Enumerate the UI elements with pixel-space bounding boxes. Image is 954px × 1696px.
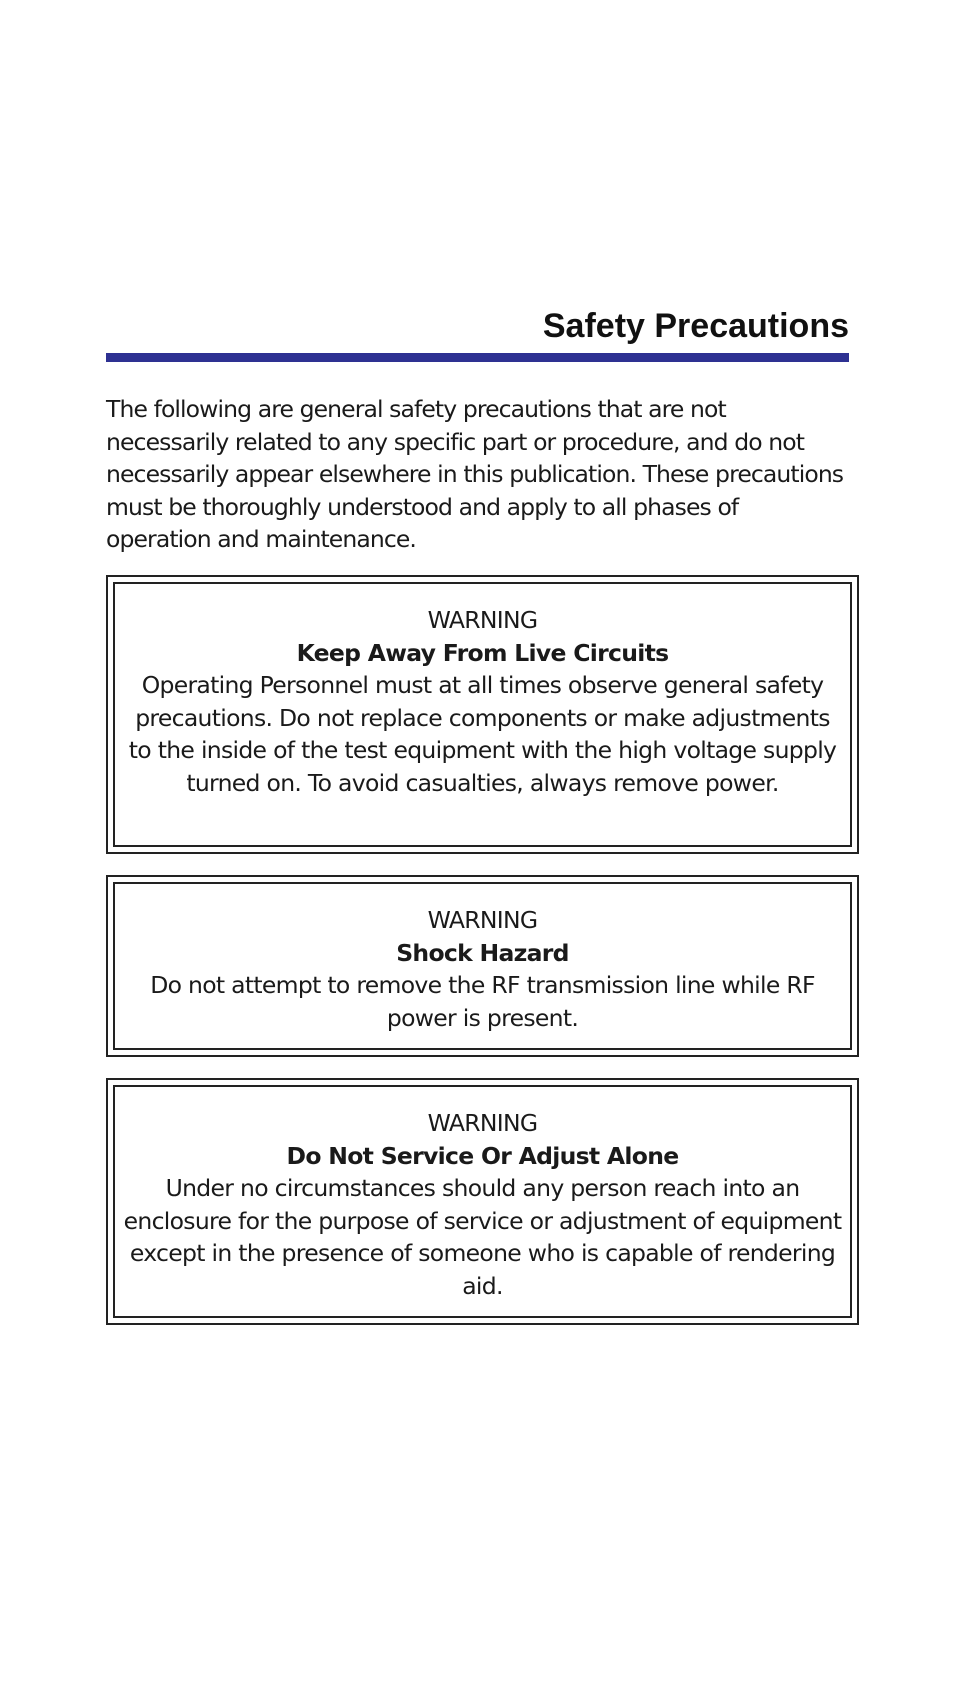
warning-box-shock-hazard bbox=[106, 875, 859, 1057]
warning-label: WARNING bbox=[427, 1109, 538, 1137]
warning-label: WARNING bbox=[427, 906, 538, 934]
title-rule bbox=[106, 353, 849, 362]
warning-body: Under no circumstances should any person reach into an enclosure for the purpose of service or adjustment of equipment except in the presence of someone who is capable of rendering aid. bbox=[123, 1174, 842, 1300]
warning-box-inner bbox=[113, 1085, 852, 1318]
warning-heading: Keep Away From Live Circuits bbox=[296, 638, 669, 667]
warning-heading: Shock Hazard bbox=[396, 938, 569, 967]
warning-box-inner bbox=[113, 582, 852, 847]
warning-box-live-circuits bbox=[106, 575, 859, 854]
page-title: Safety Precautions bbox=[542, 307, 849, 345]
intro-paragraph: The following are general safety precautions that are not necessarily related to any specific part or procedure, and do not necessarily appear elsewhere in this publication. These precautions must be thoroughly understood and apply to all phases of operation and maintenance. bbox=[106, 395, 844, 553]
warning-box-service-alone bbox=[106, 1078, 859, 1325]
warning-heading: Do Not Service Or Adjust Alone bbox=[286, 1141, 679, 1170]
warning-box-inner bbox=[113, 882, 852, 1050]
warning-label: WARNING bbox=[427, 606, 538, 634]
warning-body: Do not attempt to remove the RF transmission line while RF power is present. bbox=[150, 971, 815, 1032]
warning-body: Operating Personnel must at all times observe general safety precautions. Do not replace components or make adjustments to the inside of the test equipment with the high voltage supply turned on. To avoid casualties, always remove power. bbox=[128, 671, 837, 797]
